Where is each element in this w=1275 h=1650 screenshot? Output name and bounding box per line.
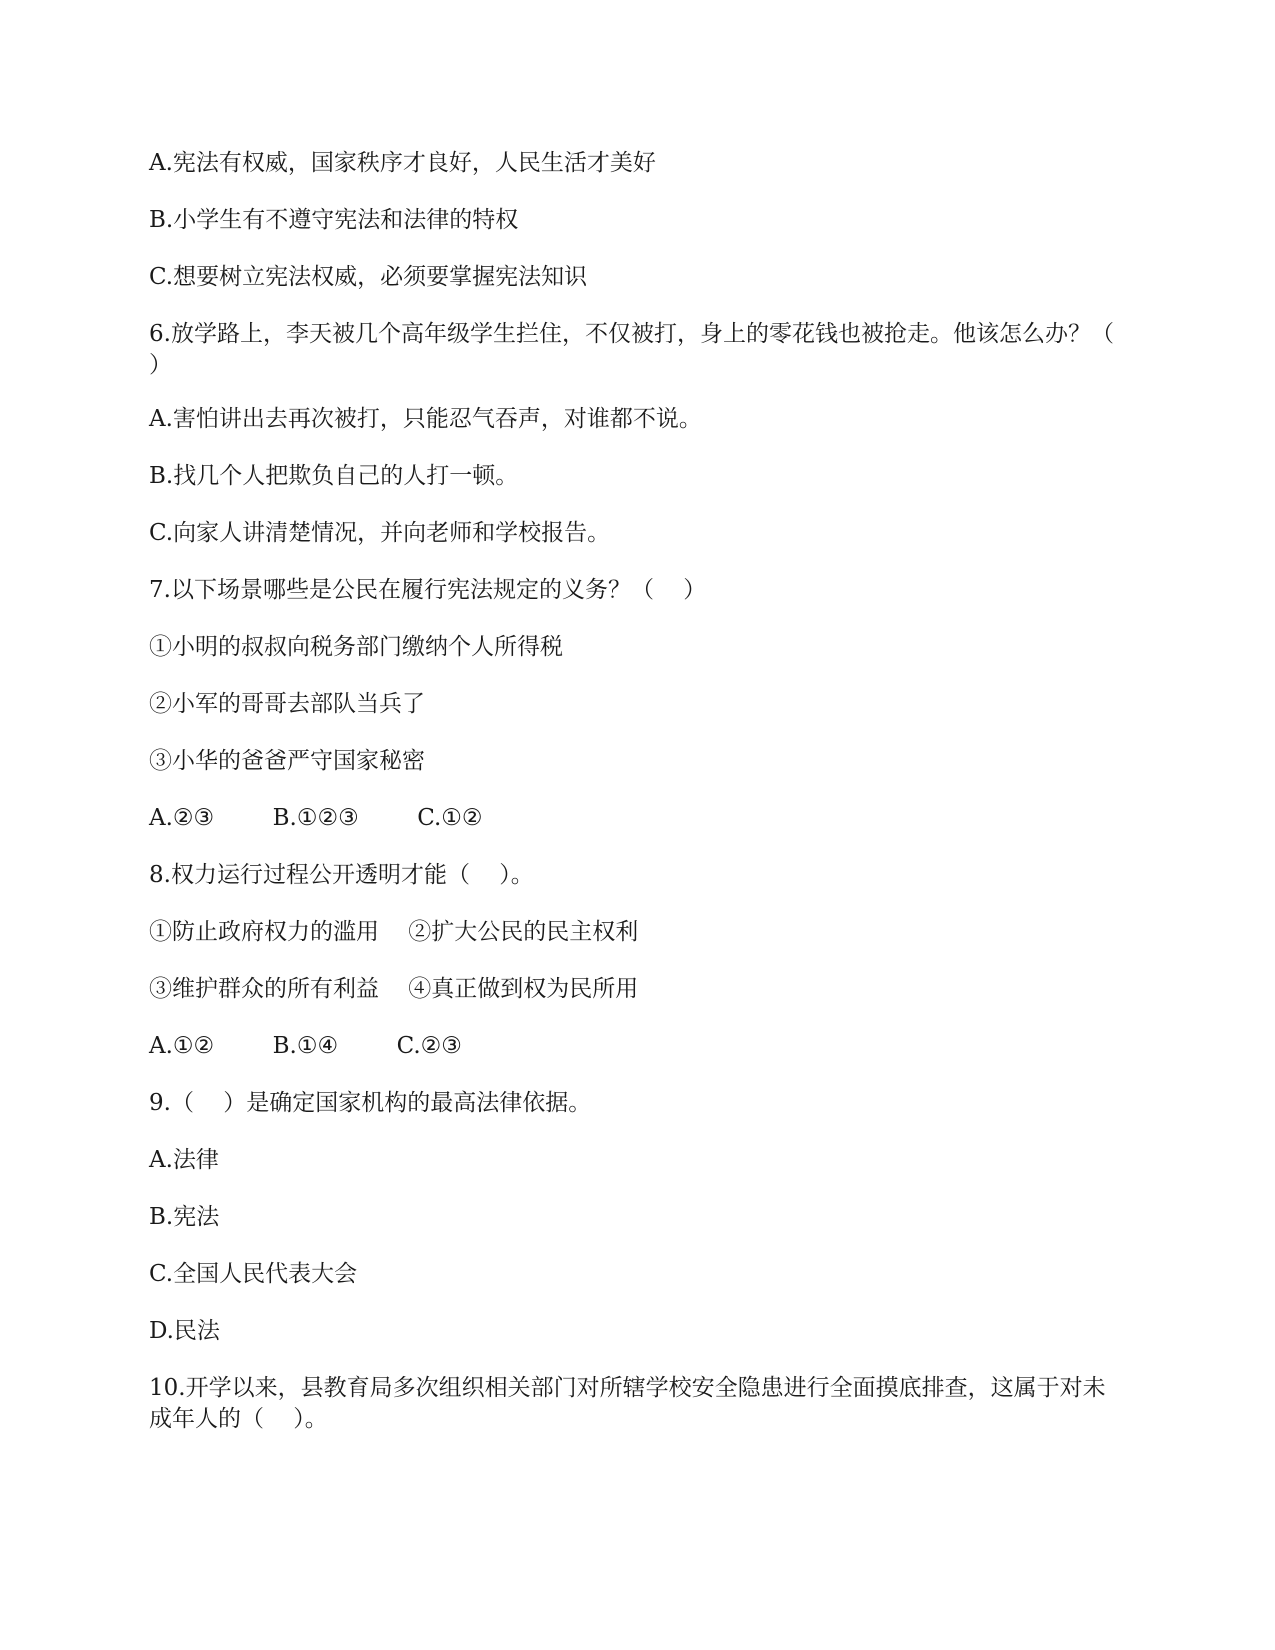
q6-option-c: C.向家人讲清楚情况，并向老师和学校报告。 (149, 520, 611, 546)
q10-stem: 10.开学以来，县教育局多次组织相关部门对所辖学校安全隐患进行全面摸底排查，这属于对未成年人的（ ）。 (149, 1375, 1106, 1432)
q7-stem: 7.以下场景哪些是公民在履行宪法规定的义务？（ ） (149, 577, 707, 603)
q7-item-2: ②小军的哥哥去部队当兵了 (149, 691, 425, 717)
q9-option-c: C.全国人民代表大会 (149, 1261, 358, 1287)
q7-options: A.②③ B.①②③ C.①② (149, 805, 483, 831)
q7-item-1: ①小明的叔叔向税务部门缴纳个人所得税 (149, 634, 563, 660)
q5-option-c: C.想要树立宪法权威，必须要掌握宪法知识 (149, 264, 588, 290)
q6-option-a: A.害怕讲出去再次被打，只能忍气吞声，对谁都不说。 (149, 406, 702, 432)
q8-items-1: ①防止政府权力的滥用 ②扩大公民的民主权利 (149, 919, 639, 945)
q7-item-3: ③小华的爸爸严守国家秘密 (149, 748, 425, 774)
q8-items-2: ③维护群众的所有利益 ④真正做到权为民所用 (149, 976, 639, 1002)
q5-option-a: A.宪法有权威，国家秩序才良好，人民生活才美好 (149, 150, 656, 176)
q9-option-a: A.法律 (149, 1147, 219, 1173)
q6-option-b: B.找几个人把欺负自己的人打一顿。 (149, 463, 519, 489)
q9-option-d: D.民法 (149, 1318, 220, 1344)
q8-stem: 8.权力运行过程公开透明才能（ ）。 (149, 862, 534, 888)
q9-stem: 9.（ ）是确定国家机构的最高法律依据。 (149, 1090, 592, 1116)
q6-stem: 6.放学路上，李天被几个高年级学生拦住，不仅被打，身上的零花钱也被抢走。他该怎么办？（ ） (149, 321, 1144, 378)
q5-option-b: B.小学生有不遵守宪法和法律的特权 (149, 207, 519, 233)
q9-option-b: B.宪法 (149, 1204, 220, 1230)
question-content (149, 148, 1144, 1458)
q8-options: A.①② B.①④ C.②③ (149, 1033, 462, 1059)
